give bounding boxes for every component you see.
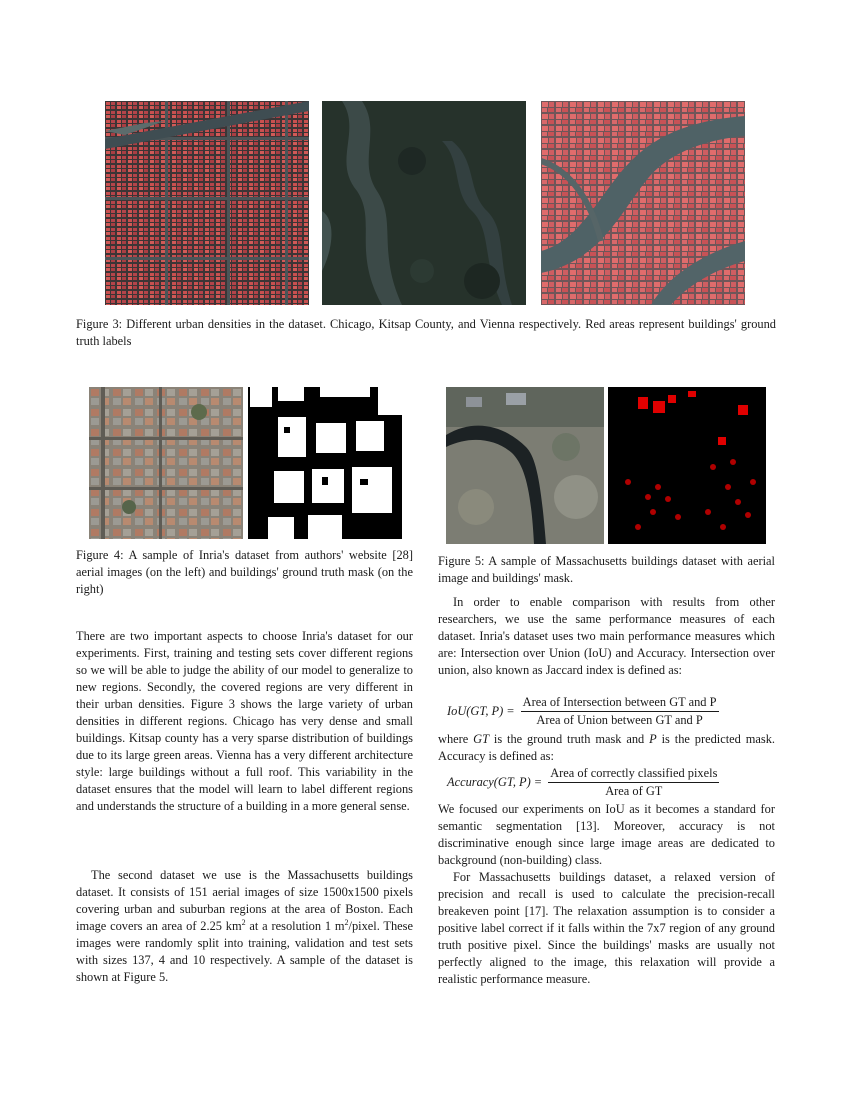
iou-equation-denominator: Area of Union between GT and P (536, 713, 703, 727)
gt-symbol: GT (473, 732, 489, 746)
figure-3-caption: Figure 3: Different urban densities in the dataset. Chicago, Kitsap County, and Vienna respectively. Red areas represent buildings' ground truth labels (76, 317, 776, 348)
iou-equation-lhs: IoU(GT, P) = (447, 704, 515, 718)
m-squared-superscript: 2 (344, 917, 349, 927)
iou-equation-numerator: Area of Intersection between GT and P (521, 695, 719, 712)
right-paragraph-2-part-b: is the ground truth mask and (489, 732, 650, 746)
massachusetts-building-mask (608, 387, 766, 544)
iou-equation (447, 695, 719, 728)
left-paragraph-2 (76, 867, 413, 986)
right-paragraph-2-part-a: where (438, 732, 474, 746)
right-paragraph-2 (438, 731, 775, 765)
accuracy-equation-numerator: Area of correctly classified pixels (548, 766, 719, 783)
left-paragraph-2-part-a: The second dataset we use is the Massachusetts buildings dataset. It consists of 151 aerial images of size 1500x1500 pixels covering urban and suburban regions at the area of Boston. Each image covers an area of 2.25 km (76, 868, 413, 933)
left-paragraph-2-part-c: /pixel. These images were randomly split into training, validation and test sets with sizes 137, 4 and 10 respectively. A sample of the dataset is shown at Figure 5. (76, 919, 413, 984)
left-paragraph-2-part-b: at a resolution 1 m (245, 919, 345, 933)
accuracy-equation-denominator: Area of GT (605, 784, 663, 798)
inria-ground-truth-mask (248, 387, 402, 539)
vienna-aerial-image (541, 101, 745, 305)
right-paragraph-4: For Massachusetts buildings dataset, a relaxed version of precision and recall is used to calculate the precision-recall breakeven point [17]. The relaxation assumption is to consider a positive label correct if it falls within the 7x7 region of any ground truth positive pixel. Since the buildings' masks are usually not perfectly aligned to the image, this relaxation will provide a realistic performance measure. (438, 870, 775, 986)
right-paragraph-2-part-c: is the predicted mask. Accuracy is defined as: (438, 732, 775, 763)
chicago-aerial-image (105, 101, 309, 305)
right-paragraph-1: In order to enable comparison with results from other researchers, we use the same performance measures of each dataset. Inria's dataset uses two main performance measures which are: Intersection over Union (IoU) and Accuracy. Intersection over union, also known as Jaccard index is defined as: (438, 595, 775, 677)
figure-4-caption: Figure 4: A sample of Inria's dataset from authors' website [28] aerial images (on the left) and buildings' ground truth mask (on the right) (76, 548, 413, 596)
accuracy-equation (447, 766, 719, 799)
inria-aerial-image (89, 387, 243, 539)
kitsap-aerial-image (322, 101, 526, 305)
figure-5-caption: Figure 5: A sample of Massachusetts buildings dataset with aerial image and buildings' mask. (438, 554, 775, 585)
right-paragraph-3: We focused our experiments on IoU as it becomes a standard for semantic segmentation [13]. Moreover, accuracy is not discriminative enough since large image areas are dedicated to background (non-building) class. (438, 802, 775, 867)
p-symbol: P (649, 732, 657, 746)
km-squared-superscript: 2 (241, 917, 246, 927)
left-paragraph-1: There are two important aspects to choose Inria's dataset for our experiments. First, training and testing sets cover different regions so we will be able to judge the ability of our model to generalize to new regions. Secondly, the covered regions are very different in their urban densities. Figure 3 shows the large variety of urban densities in different regions. Chicago has very dense and small buildings. Kitsap county has a very sparse distribution of buildings due to its large green areas. Vienna has a very different architecture style: large buildings without a full roof. This variability in the dataset ensures that the model will learn to label different regions and understands the structure of a building in a more general sense. (76, 629, 413, 813)
accuracy-equation-lhs: Accuracy(GT, P) = (447, 775, 543, 789)
massachusetts-aerial-image (446, 387, 604, 544)
